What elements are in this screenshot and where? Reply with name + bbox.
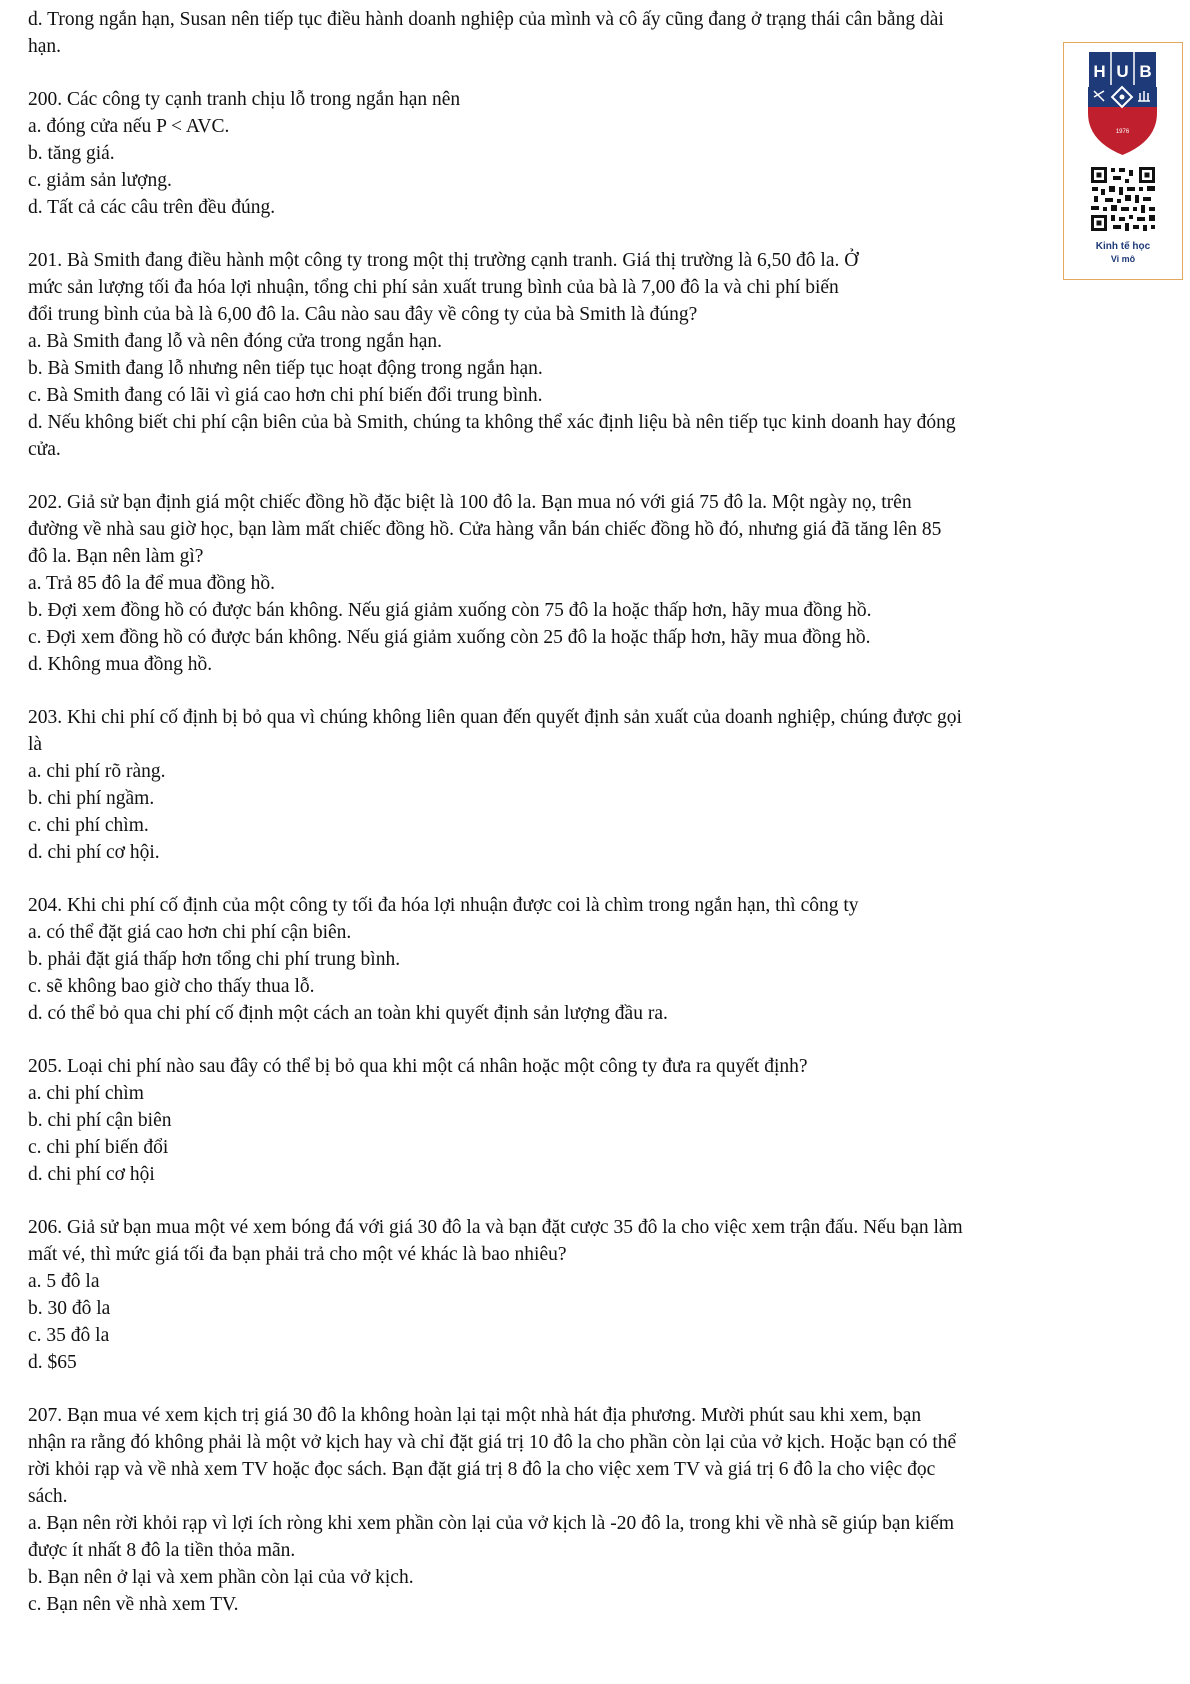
question-206 [28,1214,1178,1376]
question-204 [28,892,1178,1027]
question-stem: 207. Bạn mua vé xem kịch trị giá 30 đô la không hoàn lại tại một nhà hát địa phương. Mười phút sau khi xem, bạn [28,1405,922,1426]
option-a: a. 5 đô la [28,1271,100,1292]
intro-continuation [28,6,1178,60]
option-b: b. 30 đô la [28,1298,111,1319]
option-d: d. $65 [28,1352,77,1373]
option-a: a. Trả 85 đô la để mua đồng hồ. [28,573,275,594]
option-c: c. Bà Smith đang có lãi vì giá cao hơn chi phí biến đổi trung bình. [28,385,543,406]
option-d: d. Tất cả các câu trên đều đúng. [28,197,276,218]
option-b: b. phải đặt giá thấp hơn tổng chi phí trung bình. [28,949,401,970]
question-201 [28,247,1178,463]
question-202 [28,489,1178,678]
text-line: hạn. [28,36,62,57]
logo-year: 1976 [1115,129,1130,135]
question-205 [28,1053,1178,1188]
option-d: d. chi phí cơ hội [28,1164,155,1185]
question-stem: mất vé, thì mức giá tối đa bạn phải trả cho một vé khác là bao nhiêu? [28,1244,567,1265]
question-200 [28,86,1178,221]
logo-caption-subtitle: Vi mô [1110,254,1136,264]
option-b: b. Bà Smith đang lỗ nhưng nên tiếp tục hoạt động trong ngắn hạn. [28,358,543,379]
question-stem: 206. Giả sử bạn mua một vé xem bóng đá với giá 30 đô la và bạn đặt cược 35 đô la cho việc xem trận đấu. Nếu bạn làm [28,1217,963,1238]
question-stem: 200. Các công ty cạnh tranh chịu lỗ trong ngắn hạn nên [28,89,461,110]
option-c: c. sẽ không bao giờ cho thấy thua lỗ. [28,976,315,997]
question-stem: là [28,734,43,755]
document-page [28,6,1178,1618]
option-b: b. Bạn nên ở lại và xem phần còn lại của vở kịch. [28,1567,414,1588]
option-d: d. chi phí cơ hội. [28,842,160,863]
option-d-continued: cửa. [28,439,61,460]
option-b: b. tăng giá. [28,143,115,164]
question-stem: sách. [28,1486,68,1507]
option-c: c. chi phí chìm. [28,815,149,836]
option-c: c. Đợi xem đồng hồ có được bán không. Nếu giá giảm xuống còn 25 đô la hoặc thấp hơn, hãy mua đồng hồ. [28,627,871,648]
question-stem: 204. Khi chi phí cố định của một công ty tối đa hóa lợi nhuận được coi là chìm trong ngắn hạn, thì công ty [28,895,859,916]
option-a: a. có thể đặt giá cao hơn chi phí cận biên. [28,922,352,943]
option-a: a. chi phí rõ ràng. [28,761,166,782]
option-b: b. chi phí cận biên [28,1110,172,1131]
option-d: d. Không mua đồng hồ. [28,654,213,675]
question-stem: 201. Bà Smith đang điều hành một công ty trong một thị trường cạnh tranh. Giá thị trường là 6,50 đô la. Ở [28,250,859,271]
option-c: c. 35 đô la [28,1325,110,1346]
option-a: a. chi phí chìm [28,1083,144,1104]
option-a-continued: được ít nhất 8 đô la tiền thỏa mãn. [28,1540,296,1561]
logo-letter-u: U [1116,62,1129,81]
question-203 [28,704,1178,866]
logo-caption-title: Kinh tế học [1095,241,1151,252]
logo-letter-h: H [1093,62,1106,81]
option-a: a. đóng cửa nếu P < AVC. [28,116,230,137]
question-stem: nhận ra rằng đó không phải là một vở kịch hay và chỉ đặt giá trị 10 đô la cho phần còn lại của vở kịch. Hoặc bạn có thể [28,1432,957,1453]
option-d: d. có thể bỏ qua chi phí cố định một cách an toàn khi quyết định sản lượng đầu ra. [28,1003,668,1024]
question-stem: 202. Giả sử bạn định giá một chiếc đồng hồ đặc biệt là 100 đô la. Bạn mua nó với giá 75 đô la. Một ngày nọ, trên [28,492,912,513]
question-stem: đô la. Bạn nên làm gì? [28,546,204,567]
option-c: c. giảm sản lượng. [28,170,172,191]
option-c: c. Bạn nên về nhà xem TV. [28,1594,239,1615]
option-a: a. Bà Smith đang lỗ và nên đóng cửa trong ngắn hạn. [28,331,443,352]
question-stem: 203. Khi chi phí cố định bị bỏ qua vì chúng không liên quan đến quyết định sản xuất của doanh nghiệp, chúng được gọi [28,707,962,728]
question-stem: mức sản lượng tối đa hóa lợi nhuận, tổng chi phí sản xuất trung bình của bà là 7,00 đô la và chi phí biến [28,277,839,298]
question-stem: đường về nhà sau giờ học, bạn làm mất chiếc đồng hồ. Cửa hàng vẫn bán chiếc đồng hồ đó, nhưng giá đã tăng lên 85 [28,519,942,540]
option-c: c. chi phí biến đổi [28,1137,169,1158]
question-207 [28,1402,1178,1618]
option-d: d. Nếu không biết chi phí cận biên của bà Smith, chúng ta không thể xác định liệu bà nên tiếp tục kinh doanh hay đóng [28,412,956,433]
question-stem: đổi trung bình của bà là 6,00 đô la. Câu nào sau đây về công ty của bà Smith là đúng? [28,304,698,325]
logo-letter-b: B [1139,62,1152,81]
option-a: a. Bạn nên rời khỏi rạp vì lợi ích ròng khi xem phần còn lại của vở kịch là -20 đô la, trong khi về nhà sẽ giúp bạn kiếm [28,1513,955,1534]
option-b: b. Đợi xem đồng hồ có được bán không. Nếu giá giảm xuống còn 75 đô la hoặc thấp hơn, hãy mua đồng hồ. [28,600,872,621]
option-b: b. chi phí ngầm. [28,788,155,809]
text-line: d. Trong ngắn hạn, Susan nên tiếp tục điều hành doanh nghiệp của mình và cô ấy cũng đang ở trạng thái cân bằng dài [28,9,944,30]
question-stem: rời khỏi rạp và về nhà xem TV hoặc đọc sách. Bạn đặt giá trị 8 đô la cho việc xem TV và giá trị 6 đô la cho việc đọc [28,1459,936,1480]
question-stem: 205. Loại chi phí nào sau đây có thể bị bỏ qua khi một cá nhân hoặc một công ty đưa ra quyết định? [28,1056,808,1077]
